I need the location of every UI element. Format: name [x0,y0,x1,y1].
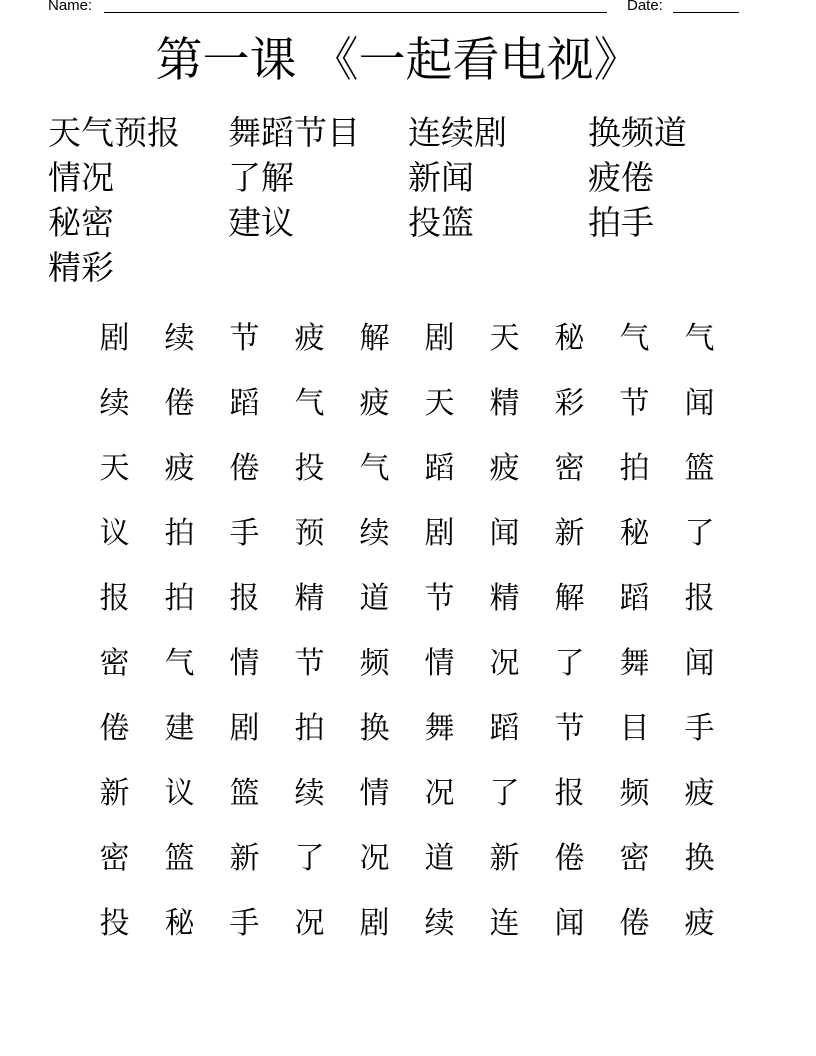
vocab-word: 天气预报 [48,113,180,152]
grid-cell[interactable]: 天 [489,321,520,356]
grid-cell[interactable]: 手 [229,906,260,941]
grid-cell[interactable]: 道 [359,581,390,616]
grid-cell[interactable]: 建 [164,711,195,746]
grid-cell[interactable]: 投 [294,451,325,486]
grid-cell[interactable]: 精 [489,581,520,616]
grid-cell[interactable]: 续 [164,321,195,356]
grid-cell[interactable]: 疲 [684,906,715,941]
grid-row [82,891,732,956]
grid-cell[interactable]: 了 [684,516,715,551]
vocab-word: 投篮 [408,203,474,242]
grid-cell[interactable]: 密 [99,841,130,876]
vocab-word: 秘密 [48,203,114,242]
grid-row [82,631,732,696]
vocab-row [48,245,768,290]
grid-cell[interactable]: 剧 [424,516,455,551]
vocab-word: 情况 [48,158,114,197]
grid-cell[interactable]: 况 [359,841,390,876]
grid-cell[interactable]: 秘 [619,516,650,551]
grid-cell[interactable]: 闻 [489,516,520,551]
grid-cell[interactable]: 倦 [229,451,260,486]
grid-cell[interactable]: 倦 [619,906,650,941]
grid-row [82,826,732,891]
grid-cell[interactable]: 预 [294,516,325,551]
grid-cell[interactable]: 疲 [294,321,325,356]
grid-cell[interactable]: 报 [99,581,130,616]
grid-cell[interactable]: 气 [684,321,715,356]
grid-cell[interactable]: 剧 [229,711,260,746]
grid-cell[interactable]: 续 [424,906,455,941]
grid-cell[interactable]: 疲 [489,451,520,486]
grid-cell[interactable]: 闻 [554,906,585,941]
grid-cell[interactable]: 蹈 [424,451,455,486]
vocab-row [48,155,768,200]
word-search-grid [82,306,732,956]
grid-row [82,306,732,371]
grid-cell[interactable]: 剧 [359,906,390,941]
grid-cell[interactable]: 蹈 [489,711,520,746]
grid-cell[interactable]: 了 [489,776,520,811]
grid-cell[interactable]: 蹈 [619,581,650,616]
grid-cell[interactable]: 续 [359,516,390,551]
grid-cell[interactable]: 解 [554,581,585,616]
grid-cell[interactable]: 天 [99,451,130,486]
grid-row [82,371,732,436]
grid-cell[interactable]: 换 [684,841,715,876]
date-label: Date: [627,0,663,14]
grid-cell[interactable]: 密 [554,451,585,486]
grid-cell[interactable]: 剧 [99,321,130,356]
grid-cell[interactable]: 秘 [164,906,195,941]
grid-cell[interactable]: 节 [424,581,455,616]
grid-cell[interactable]: 精 [294,581,325,616]
grid-cell[interactable]: 况 [424,776,455,811]
grid-cell[interactable]: 新 [489,841,520,876]
grid-cell[interactable]: 蹈 [229,386,260,421]
grid-cell[interactable]: 道 [424,841,455,876]
date-blank-line[interactable] [673,12,739,13]
grid-cell[interactable]: 新 [554,516,585,551]
grid-cell[interactable]: 解 [359,321,390,356]
page-title: 第一课 《一起看电视》 [155,33,641,88]
grid-cell[interactable]: 剧 [424,321,455,356]
grid-cell[interactable]: 续 [99,386,130,421]
grid-cell[interactable]: 况 [489,646,520,681]
grid-cell[interactable]: 疲 [684,776,715,811]
grid-cell[interactable]: 篮 [684,451,715,486]
vocab-word: 精彩 [48,248,114,287]
grid-cell[interactable]: 精 [489,386,520,421]
grid-cell[interactable]: 秘 [554,321,585,356]
vocab-word: 疲倦 [588,158,654,197]
grid-cell[interactable]: 舞 [424,711,455,746]
vocabulary-list [48,110,768,290]
vocab-word: 了解 [228,158,294,197]
grid-cell[interactable]: 报 [229,581,260,616]
grid-cell[interactable]: 换 [359,711,390,746]
grid-cell[interactable]: 连 [489,906,520,941]
grid-cell[interactable]: 密 [99,646,130,681]
grid-cell[interactable]: 手 [229,516,260,551]
grid-cell[interactable]: 气 [294,386,325,421]
grid-cell[interactable]: 节 [229,321,260,356]
grid-cell[interactable]: 拍 [619,451,650,486]
grid-cell[interactable]: 天 [424,386,455,421]
vocab-word: 连续剧 [408,113,507,152]
grid-row [82,566,732,631]
grid-cell[interactable]: 况 [294,906,325,941]
grid-cell[interactable]: 投 [99,906,130,941]
grid-cell[interactable]: 舞 [619,646,650,681]
grid-cell[interactable]: 了 [554,646,585,681]
vocab-row [48,110,768,155]
grid-cell[interactable]: 新 [99,776,130,811]
vocab-word: 舞蹈节目 [228,113,360,152]
grid-cell[interactable]: 节 [619,386,650,421]
header-line [0,0,816,19]
grid-cell[interactable]: 闻 [684,386,715,421]
grid-cell[interactable]: 节 [554,711,585,746]
grid-row [82,696,732,761]
grid-cell[interactable]: 气 [619,321,650,356]
grid-cell[interactable]: 气 [359,451,390,486]
name-blank-line[interactable] [104,12,607,13]
grid-cell[interactable]: 拍 [164,516,195,551]
grid-cell[interactable]: 闻 [684,646,715,681]
vocab-word: 换频道 [588,113,687,152]
grid-cell[interactable]: 频 [619,776,650,811]
grid-cell[interactable]: 拍 [164,581,195,616]
grid-cell[interactable]: 报 [554,776,585,811]
vocab-row [48,200,768,245]
grid-cell[interactable]: 情 [424,646,455,681]
grid-cell[interactable]: 情 [229,646,260,681]
grid-cell[interactable]: 密 [619,841,650,876]
grid-cell[interactable]: 目 [619,711,650,746]
grid-cell[interactable]: 拍 [294,711,325,746]
grid-cell[interactable]: 疲 [359,386,390,421]
grid-cell[interactable]: 续 [294,776,325,811]
grid-cell[interactable]: 频 [359,646,390,681]
grid-cell[interactable]: 情 [359,776,390,811]
grid-cell[interactable]: 报 [684,581,715,616]
vocab-word: 拍手 [588,203,654,242]
grid-cell[interactable]: 疲 [164,451,195,486]
grid-cell[interactable]: 了 [294,841,325,876]
grid-cell[interactable]: 议 [99,516,130,551]
grid-row [82,501,732,566]
grid-cell[interactable]: 新 [229,841,260,876]
name-label: Name: [48,0,93,14]
vocab-word: 新闻 [408,158,474,197]
grid-row [82,436,732,501]
grid-cell[interactable]: 节 [294,646,325,681]
grid-cell[interactable]: 篮 [164,841,195,876]
grid-cell[interactable]: 倦 [99,711,130,746]
grid-cell[interactable]: 篮 [229,776,260,811]
grid-cell[interactable]: 议 [164,776,195,811]
grid-cell[interactable]: 彩 [554,386,585,421]
grid-cell[interactable]: 倦 [164,386,195,421]
grid-cell[interactable]: 倦 [554,841,585,876]
grid-cell[interactable]: 手 [684,711,715,746]
vocab-word: 建议 [228,203,294,242]
grid-row [82,761,732,826]
grid-cell[interactable]: 气 [164,646,195,681]
